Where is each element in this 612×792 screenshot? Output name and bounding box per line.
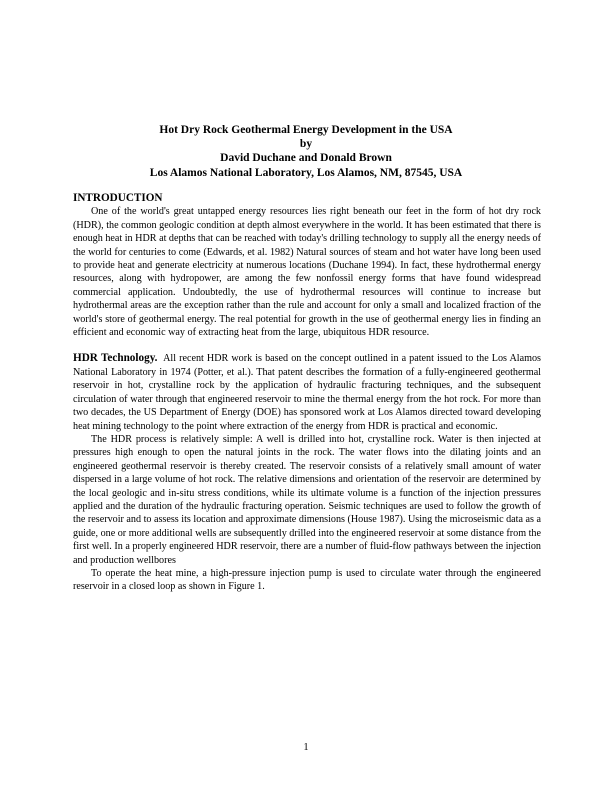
hdr-paragraph-1: All recent HDR work is based on the concept outlined in a patent issued to the Los Alamos National Laboratory in 1974 (Potter, et al.). That patent describes the formation of a fully-engineered geothermal reservoir in hot, crystalline rock by the application of hydraulic fracturing techniques, and the subsequent circulation of water through that engineered reservoir to mine the thermal energy from the hot rock. For more than two decades, the US Department of Energy (DOE) has sponsored work at Los Alamos directed toward developing heat mining technology to the point where extraction of the energy from HDR is practical and economic. bbox=[73, 353, 541, 432]
paper-authors: David Duchane and Donald Brown bbox=[220, 152, 392, 165]
title-block bbox=[72, 123, 540, 180]
introduction-heading: INTRODUCTION bbox=[73, 192, 163, 204]
title-by: by bbox=[299, 138, 313, 151]
page-number: 1 bbox=[303, 742, 309, 753]
hdr-technology-heading: HDR Technology. bbox=[73, 352, 158, 365]
document-body bbox=[73, 192, 541, 594]
hdr-paragraph-1-container bbox=[73, 352, 541, 432]
hdr-paragraph-3: To operate the heat mine, a high-pressure injection pump is used to circulate water through the engineered reservoir in a closed loop as shown in Figure 1. bbox=[73, 567, 541, 593]
section-gap bbox=[73, 339, 541, 352]
paper-title: Hot Dry Rock Geothermal Energy Development in the USA bbox=[159, 124, 453, 136]
hdr-paragraph-2: The HDR process is relatively simple: A well is drilled into hot, crystalline rock. Water is then injected at pressures high enough to open the natural joints in the rock. The water flows into the dilating joints and an engineered geothermal reservoir is thereby created. The reservoir consists of a relatively small amount of water dispersed in a large volume of hot rock. The relative dimensions and orientation of the reservoir are determined by the local geologic and in-situ stress conditions, while its ultimate volume is a function of the injection pressures applied and the duration of the hydraulic fracturing operation. Seismic techniques are used to follow the growth of the reservoir and to assess its location and approximate dimensions (House 1987). Using the microseismic data as a guide, one or more additional wells are subsequently drilled into the engineered reservoir at some distance from the first well. In a properly engineered HDR reservoir, there are a number of fluid-flow pathways between the injection and production wellbores bbox=[73, 433, 541, 566]
introduction-paragraph: One of the world's great untapped energy resources lies right beneath our feet in the form of hot dry rock (HDR), the common geologic condition at depth almost everywhere in the world. It has been estimated that there is enough heat in HDR at depths that can be reached with today's drilling technology to supply all the energy needs of the world for centuries to come (Edwards, et al. 1982) Natural sources of steam and hot water have long been used to provide heat and generate electricity at numerous locations (Duchane 1994). In fact, these hydrothermal energy resources, along with hydropower, are among the few nonfossil energy forms that have found widespread commercial application. Undoubtedly, the use of hydrothermal resources will continue to increase but hydrothermal areas are the exception rather than the rule and account for only a small and localized fraction of the world's store of geothermal energy. The real potential for growth in the use of geothermal energy lies in finding an efficient and economic way of extracting heat from the large, ubiquitous HDR resource. bbox=[73, 206, 541, 339]
paper-affiliation: Los Alamos National Laboratory, Los Alamos, NM, 87545, USA bbox=[149, 166, 463, 179]
